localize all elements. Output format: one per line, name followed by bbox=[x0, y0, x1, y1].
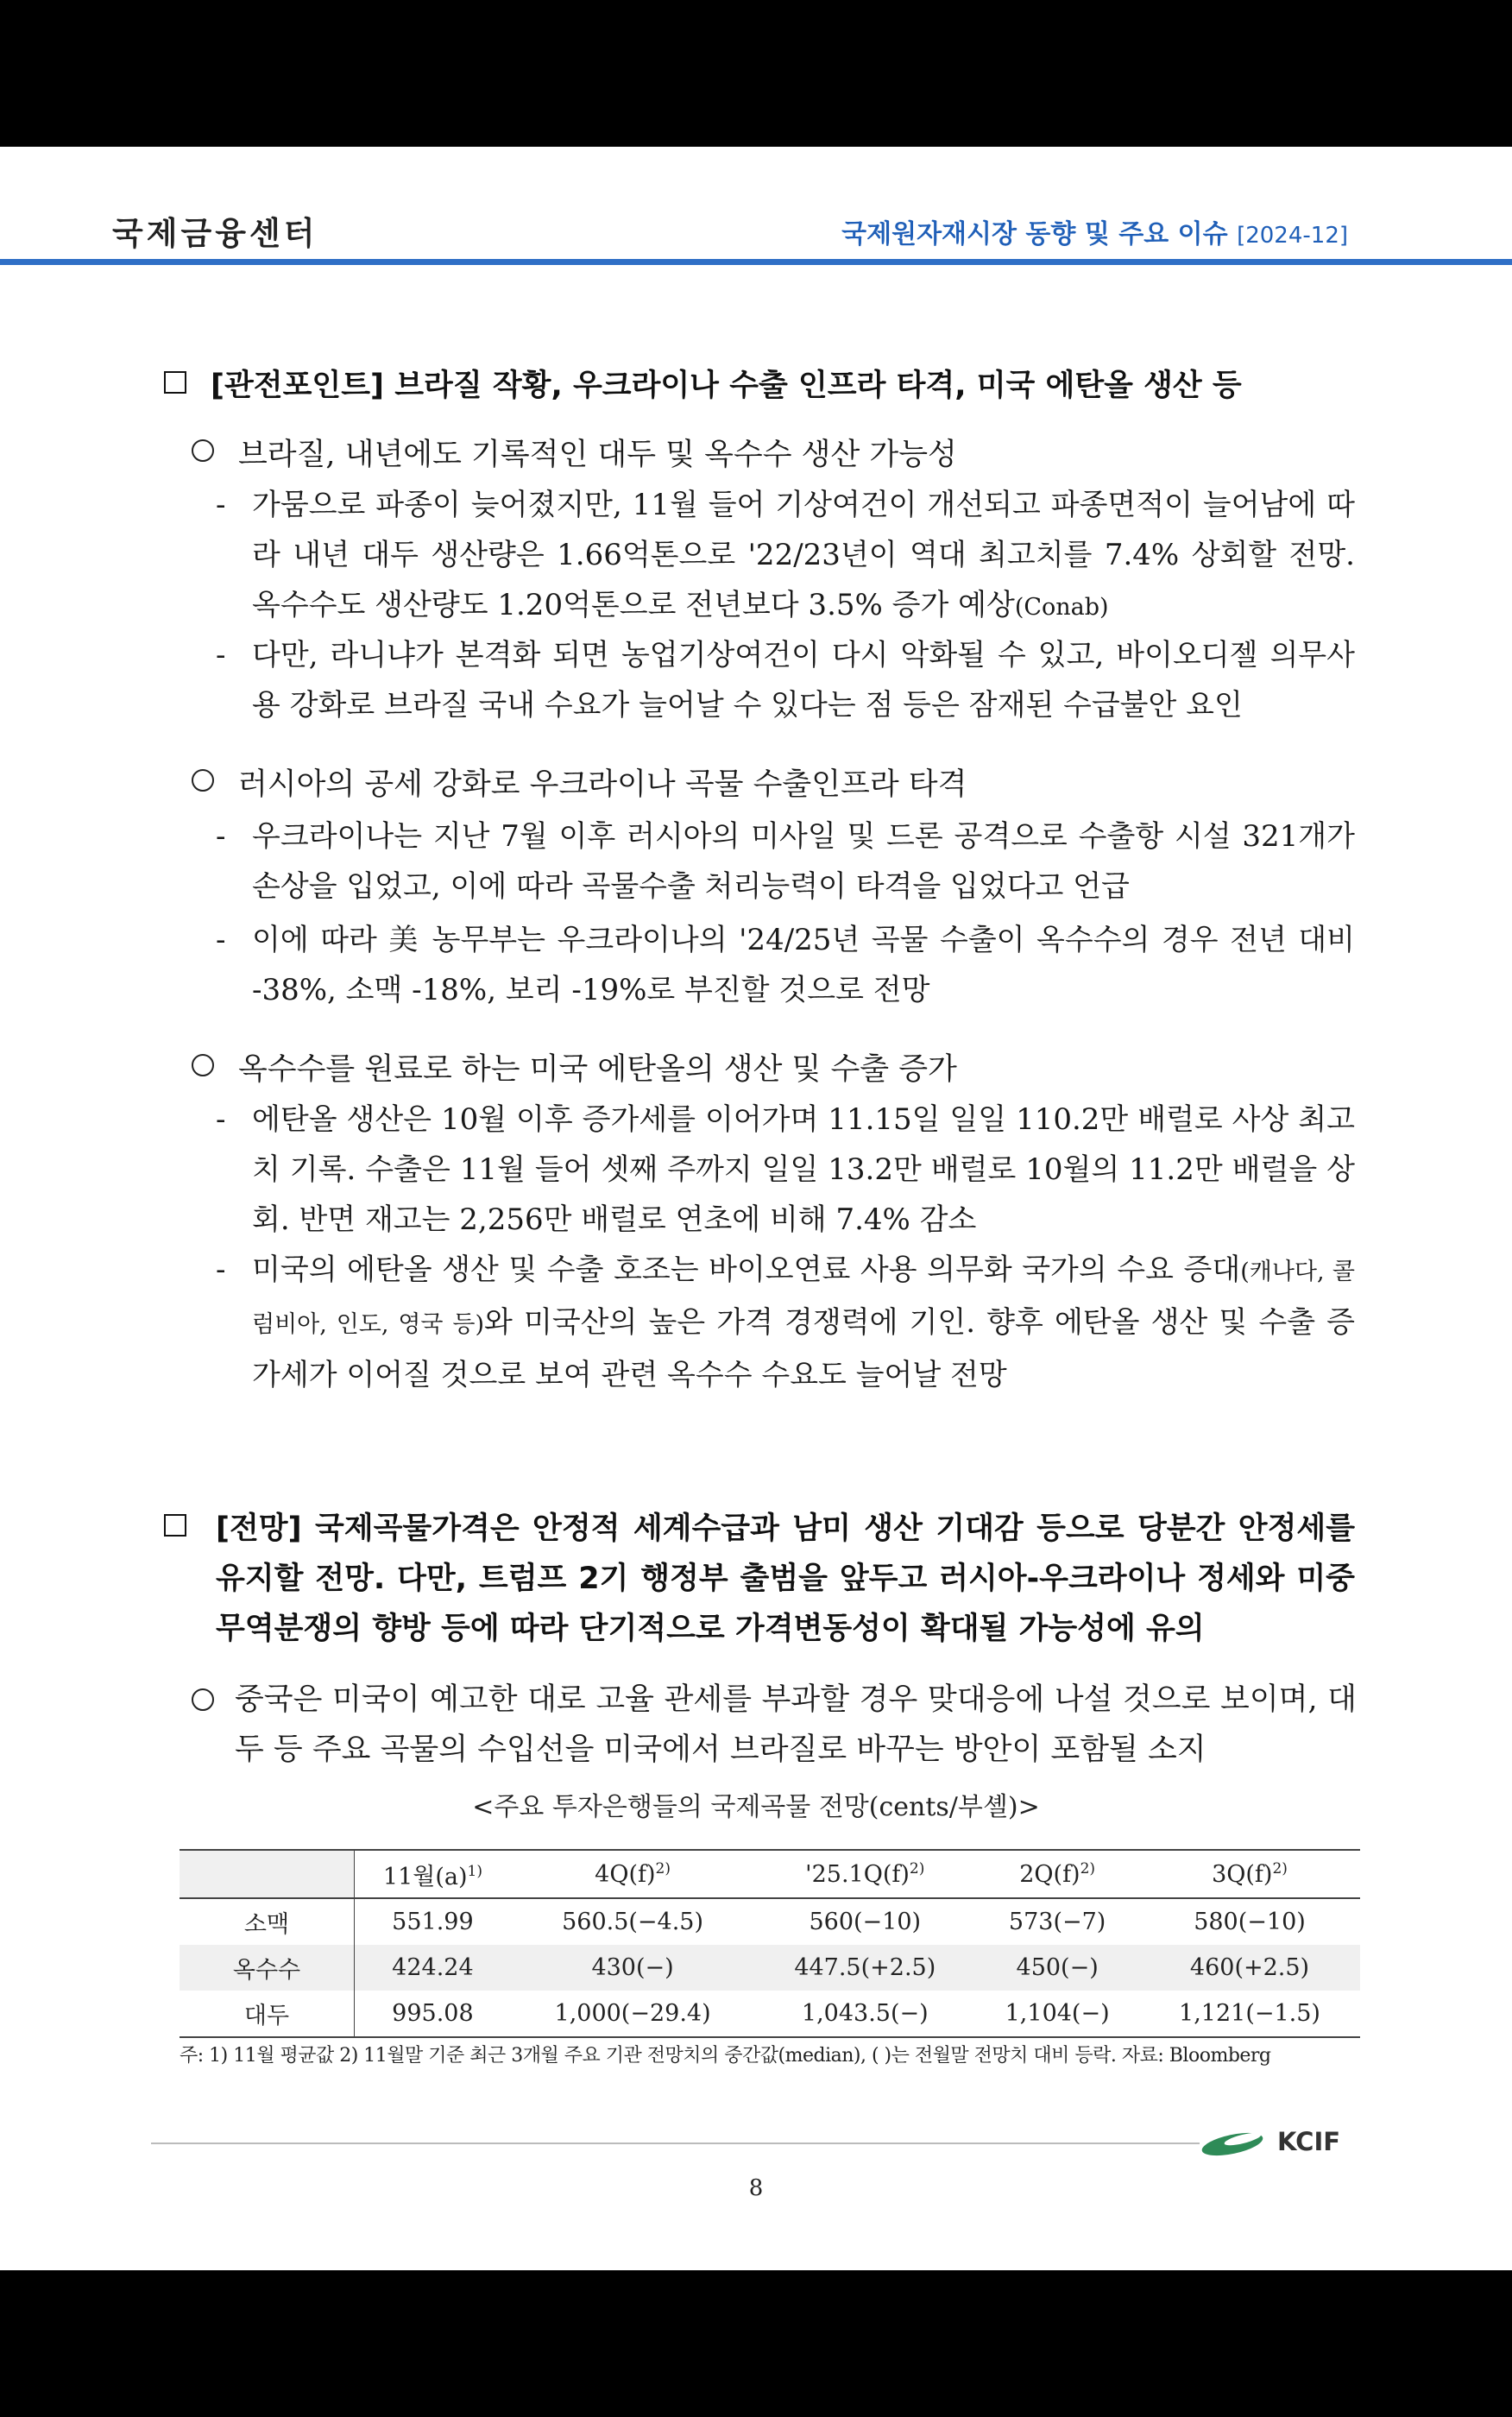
header-rule bbox=[0, 259, 1512, 265]
table-footnote: 주: 1) 11월 평균값 2) 11월말 기준 최근 3개월 주요 기관 전망치의 중간값(median), ( )는 전월말 전망치 대비 등락. 자료: Bloomberg bbox=[180, 2045, 1271, 2067]
source-note: (Conab) bbox=[1014, 594, 1109, 621]
footer-rule bbox=[151, 2142, 1200, 2144]
document-page bbox=[0, 147, 1512, 2270]
circle-bullet-icon bbox=[192, 439, 214, 462]
table-cell: 430(−) bbox=[511, 1945, 754, 1991]
forecast-table bbox=[180, 1849, 1360, 2038]
table-cell: 424.24 bbox=[355, 1945, 511, 1991]
bullet-ukraine bbox=[192, 760, 967, 810]
bullet-ethanol-text: 옥수수를 원료로 하는 미국 에탄올의 생산 및 수출 증가 bbox=[238, 1052, 957, 1087]
column-header: $4Q(f)^{2)}$ bbox=[511, 1850, 754, 1898]
table-row bbox=[180, 1898, 1360, 1945]
section-title-2: [전망] 국제곡물가격은 안정적 세계수급과 남미 생산 기대감 등으로 당분간 안정세를 유지할 전망. 다만, 트럼프 2기 행정부 출범을 앞두고 러시아-우크라이나 정세와 미중 무역분쟁의 향방 등에 따라 단기적으로 가격변동성이 확대될 가능성에 유의 bbox=[216, 1511, 1355, 1646]
column-header: 11월$(a)^{1)}$ bbox=[355, 1850, 511, 1898]
page-number: 8 bbox=[748, 2175, 764, 2201]
table-cell: 1,043.5(−) bbox=[754, 1991, 975, 2037]
dash-item-text: 우크라이나는 지난 7월 이후 러시아의 미사일 및 드론 공격으로 수출항 시설 321개가 손상을 입었고, 이에 따라 곡물수출 처리능력이 타격을 입었다고 언급 bbox=[252, 819, 1355, 904]
table-corner-cell bbox=[180, 1850, 355, 1898]
table-cell: 560(−10) bbox=[809, 1909, 922, 1935]
square-bullet-icon bbox=[164, 371, 186, 394]
dash-item-text-cont: 와 미국산의 높은 가격 경쟁력에 기인. 향후 에탄올 생산 및 수출 증가세가 이어질 것으로 보여 관련 옥수수 수요도 늘어날 전망 bbox=[252, 1305, 1355, 1392]
dash-item-ethanol-2 bbox=[216, 1245, 1355, 1400]
table-cell: 1,000(−29.4) bbox=[511, 1991, 754, 2037]
section-title-1: [관전포인트] 브라질 작황, 우크라이나 수출 인프라 타격, 미국 에탄올 생산 등 bbox=[211, 369, 1242, 403]
table-cell: 580(−10) bbox=[1194, 1909, 1306, 1935]
kcif-logo-text: KCIF bbox=[1277, 2127, 1341, 2156]
dash-item-text: 에탄올 생산은 10월 이후 증가세를 이어가며 11.15일 일일 110.2만 배럴로 사상 최고치 기록. 수출은 11월 들어 셋째 주까지 일일 13.2만 배럴로 10월의 11.2만 배럴을 상회. 반면 재고는 2,256만 배럴로 연초에 비해 7.4% 감소 bbox=[252, 1102, 1355, 1237]
dash-item-text: 미국의 에탄올 생산 및 수출 호조는 바이오연료 사용 의무화 국가의 수요 증대 bbox=[252, 1253, 1241, 1287]
row-label: 옥수수 bbox=[180, 1945, 355, 1991]
dash-item-text: 다만, 라니냐가 본격화 되면 농업기상여건이 다시 악화될 수 있고, 바이오디젤 의무사용 강화로 브라질 국내 수요가 늘어날 수 있다는 점 등은 잠재된 수급불안 요인 bbox=[252, 638, 1355, 723]
dash-item-ukraine-2 bbox=[216, 915, 1355, 1015]
table-cell: 450(−) bbox=[975, 1945, 1139, 1991]
dash-icon: - bbox=[216, 923, 226, 957]
table-header-row bbox=[180, 1850, 1360, 1898]
column-header: '$25.1Q(f)^{2)}$ bbox=[754, 1850, 975, 1898]
dash-item-text: 가뭄으로 파종이 늦어졌지만, 11월 들어 기상여건이 개선되고 파종면적이 늘어남에 따라 내년 대두 생산량은 1.66억톤으로 '22/23년이 역대 최고치를 7.4% 상회할 전망. 옥수수도 생산량도 1.20억톤으로 전년보다 3.5% 증가 예상 bbox=[252, 488, 1355, 622]
dash-icon: - bbox=[216, 638, 226, 672]
bullet-china-text: 중국은 미국이 예고한 대로 고율 관세를 부과할 경우 맞대응에 나설 것으로 보이며, 대두 등 주요 곡물의 수입선을 미국에서 브라질로 바꾸는 방안이 포함될 소지 bbox=[235, 1682, 1357, 1767]
table-cell: 447.5(+2.5) bbox=[754, 1945, 975, 1991]
row-label: 대두 bbox=[180, 1991, 355, 2037]
table-cell: 995.08 bbox=[355, 1991, 511, 2037]
dash-item-text: 이에 따라 美 농무부는 우크라이나의 '24/25년 곡물 수출이 옥수수의 경우 전년 대비 -38%, 소맥 -18%, 보리 -19%로 부진할 것으로 전망 bbox=[252, 923, 1355, 1007]
dash-item-ukraine-1 bbox=[216, 811, 1355, 912]
table-cell: 460(+2.5) bbox=[1139, 1945, 1360, 1991]
dash-item-ethanol-1 bbox=[216, 1095, 1355, 1245]
dash-icon: - bbox=[216, 819, 226, 854]
dash-item-brazil-2 bbox=[216, 630, 1355, 730]
bullet-ukraine-text: 러시아의 공세 강화로 우크라이나 곡물 수출인프라 타격 bbox=[238, 767, 967, 802]
table-row bbox=[180, 1945, 1360, 1991]
table-cell: 573(−7) bbox=[1008, 1909, 1106, 1935]
dash-icon: - bbox=[216, 1253, 226, 1287]
country-list: (캐나다, 콜럼비아, 인도, 영국 등) bbox=[252, 1259, 1356, 1338]
section-heading-1 bbox=[164, 361, 1242, 411]
org-name: 국제금융센터 bbox=[112, 215, 318, 252]
kcif-logo-icon bbox=[1198, 2125, 1272, 2160]
bullet-china bbox=[192, 1675, 1357, 1775]
table-cell: 560.5(−4.5) bbox=[562, 1909, 704, 1935]
square-bullet-icon bbox=[164, 1514, 186, 1537]
table-cell: 1,104(−) bbox=[975, 1991, 1139, 2037]
circle-bullet-icon bbox=[192, 1054, 214, 1076]
bullet-brazil-text: 브라질, 내년에도 기록적인 대두 및 옥수수 생산 가능성 bbox=[238, 438, 957, 472]
dash-item-brazil-1 bbox=[216, 480, 1355, 633]
column-header: $2Q(f)^{2)}$ bbox=[975, 1850, 1139, 1898]
table-cell: 551.99 bbox=[392, 1909, 474, 1935]
column-header: $3Q(f)^{2)}$ bbox=[1139, 1850, 1360, 1898]
circle-bullet-icon bbox=[192, 769, 214, 792]
section-heading-2-bullet bbox=[164, 1504, 211, 1554]
dash-icon: - bbox=[216, 488, 226, 522]
report-date: [2024-12] bbox=[1237, 223, 1348, 249]
bullet-ethanol bbox=[192, 1044, 957, 1095]
bullet-brazil bbox=[192, 430, 957, 480]
row-label: 소맥 bbox=[180, 1898, 355, 1945]
table-cell: 1,121(−1.5) bbox=[1139, 1991, 1360, 2037]
circle-bullet-icon bbox=[192, 1688, 214, 1711]
report-title bbox=[841, 212, 1348, 250]
report-title-text: 국제원자재시장 동향 및 주요 이슈 bbox=[841, 219, 1228, 249]
table-row bbox=[180, 1991, 1360, 2037]
table-caption: <주요 투자은행들의 국제곡물 전망(cents/부셸)> bbox=[472, 1792, 1040, 1822]
dash-icon: - bbox=[216, 1102, 226, 1137]
